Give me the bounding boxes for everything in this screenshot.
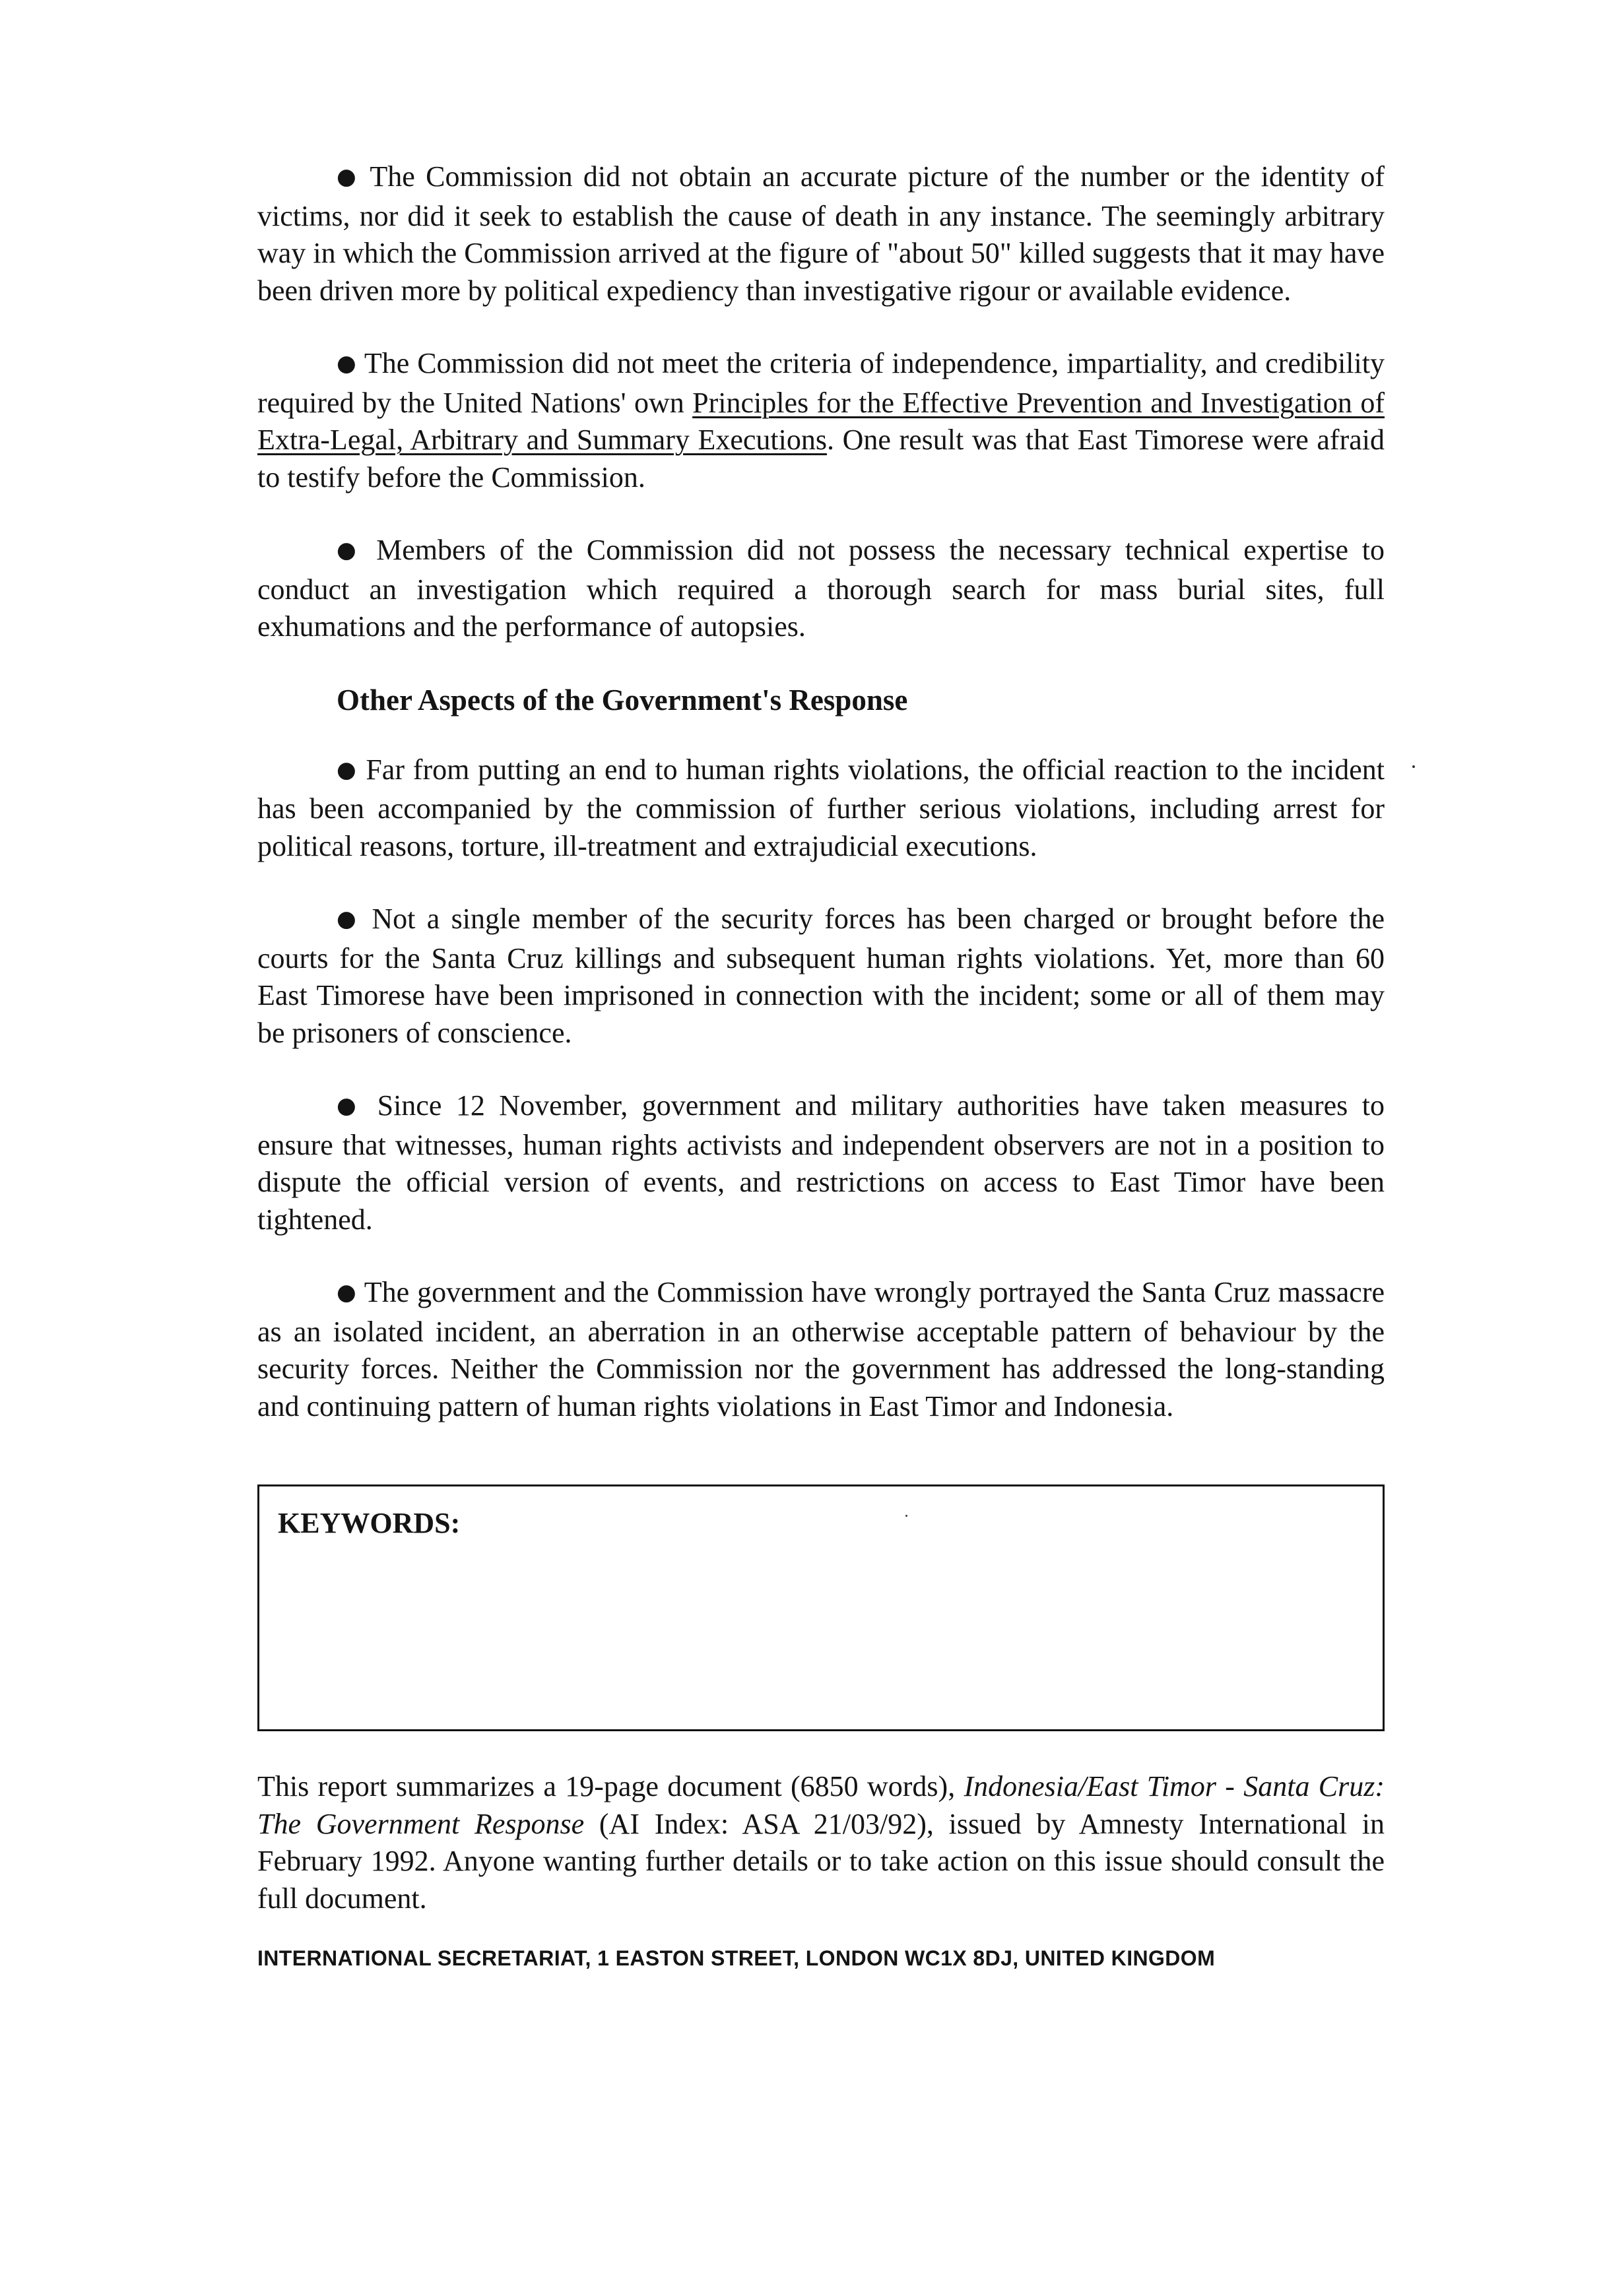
paragraph-text: Since 12 November, government and military authorities have taken measures to ensure that witnesses, human rights activists and independent observers are not in a position to dispute the official version of events, and restrictions on access to East Timor have been tightened. — [257, 1089, 1385, 1236]
scan-speck — [905, 1515, 907, 1517]
summary-text: (AI Index: ASA 21/03/92), issued by Amnesty International in February 1992. Anyone wanting further details or to take action on this issue should consult the full document. — [257, 1807, 1385, 1915]
bullet-paragraph-5 — [257, 901, 1385, 1052]
footer-address: INTERNATIONAL SECRETARIAT, 1 EASTON STREET, LONDON WC1X 8DJ, UNITED KINGDOM — [257, 1946, 1216, 1970]
paragraph-text: Far from putting an end to human rights violations, the official reaction to the incident has been accompanied by the commission of further serious violations, including arrest for political reasons, torture, ill-treatment and extrajudicial executions. — [257, 753, 1385, 862]
bullet-paragraph-7 — [257, 1274, 1385, 1425]
bullet-icon: ● — [337, 1093, 364, 1119]
summary-document-title: Indonesia/East Timor - Santa Cruz: The Government Response — [257, 1770, 1385, 1840]
underlined-document-title: Principles for the Effective Prevention and Investigation of Extra-Legal, Arbitrary and Summary Executions — [257, 386, 1385, 456]
keywords-box — [257, 1484, 1385, 1731]
summary-paragraph — [257, 1768, 1385, 1917]
bullet-paragraph-3 — [257, 532, 1385, 646]
bullet-icon: ● — [337, 756, 358, 783]
bullet-icon: ● — [337, 164, 360, 190]
bullet-paragraph-4 — [257, 751, 1385, 866]
paragraph-text: Members of the Commission did not possess the necessary technical expertise to conduct an investigation which required a thorough search for mass burial sites, full exhumations and the performance of autopsies. — [257, 534, 1385, 643]
bullet-icon: ● — [337, 350, 357, 377]
section-heading: Other Aspects of the Government's Response — [337, 683, 908, 717]
paragraph-text: The Commission did not obtain an accurate picture of the number or the identity of victims, nor did it seek to establish the cause of death in any instance. The seemingly arbitrary way in which the Commission arrived at the figure of "about 50" killed suggests that it may have been driven more by political expediency than investigative rigour or available evidence. — [257, 160, 1385, 307]
paragraph-text: . One result was that East Timorese were afraid to testify before the Commission. — [257, 424, 1385, 494]
bullet-paragraph-6 — [257, 1087, 1385, 1238]
bullet-paragraph-2 — [257, 345, 1385, 496]
document-page — [257, 158, 1385, 1971]
keywords-label: KEYWORDS: — [278, 1507, 461, 1539]
bullet-icon: ● — [337, 1279, 357, 1306]
paragraph-text: The Commission did not meet the criteria of independence, impartiality, and credibility required by the United Nations' own — [257, 347, 1385, 419]
bullet-paragraph-1 — [257, 158, 1385, 309]
bullet-icon: ● — [337, 906, 361, 932]
bullet-icon: ● — [337, 537, 363, 563]
paragraph-text: Not a single member of the security forces has been charged or brought before the courts for the Santa Cruz killings and subsequent human rights violations. Yet, more than 60 East Timorese have been imprisoned in connection with the incident; some or all of them may be prisoners of conscience. — [257, 903, 1385, 1049]
summary-text: This report summarizes a 19-page document (6850 words), — [257, 1770, 964, 1802]
paragraph-text: The government and the Commission have wrongly portrayed the Santa Cruz massacre as an isolated incident, an aberration in an otherwise acceptable pattern of behaviour by the security forces. Neither the Commission nor the government has addressed the long-standing and continuing pattern of human rights violations in East Timor and Indonesia. — [257, 1276, 1385, 1422]
scan-speck — [1412, 765, 1415, 768]
